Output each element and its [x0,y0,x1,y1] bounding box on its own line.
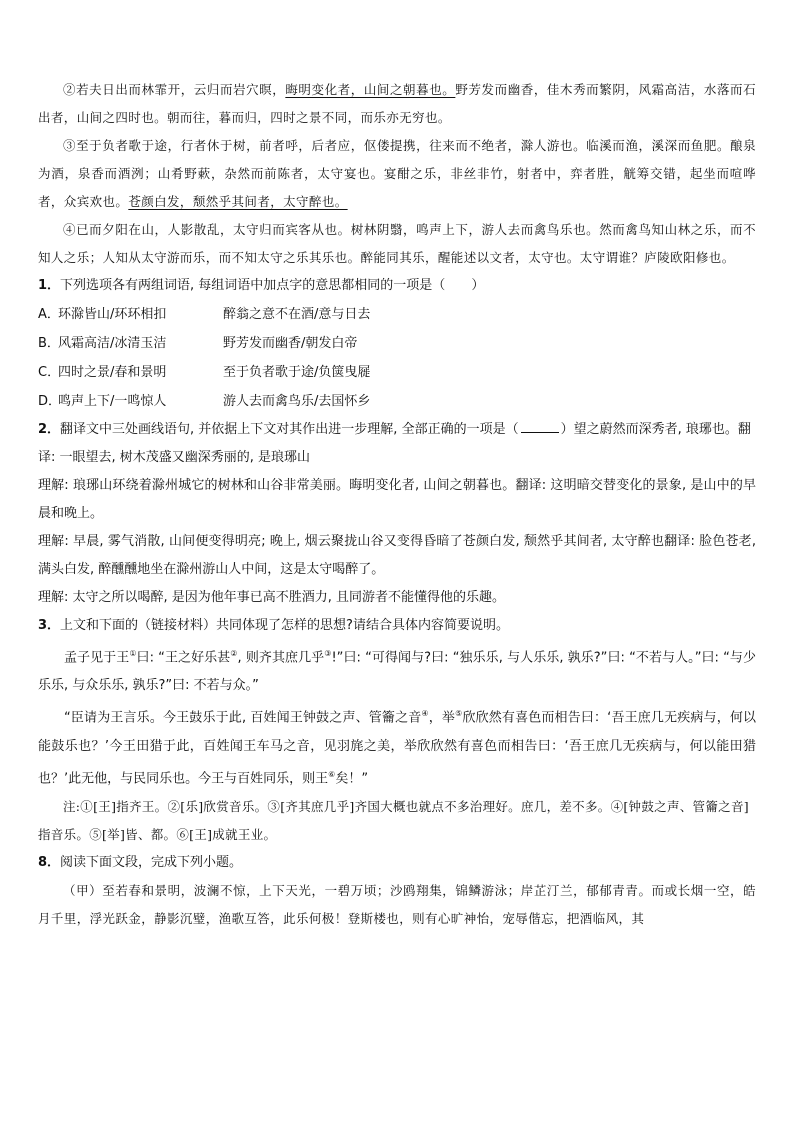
option-letter: D． [38,394,62,409]
material-text: 矣！” [335,770,369,786]
material-text: , 则齐其庶几乎 [237,650,325,666]
question-text: 上文和下面的（链接材料）共同体现了怎样的思想?请结合具体内容简要说明。 [60,618,509,633]
option-right: 至于负者歌于途/负箧曳屣 [223,365,371,380]
material-text: “臣请为王言乐。今王鼓乐于此, 百姓闻王钟鼓之声、管籥之音 [64,710,422,726]
underlined-sentence: 晦明变化者，山间之朝暮也。 [285,82,456,97]
question-1 [38,272,756,300]
material-text: ，举 [428,710,456,726]
question-number: 8． [38,854,61,870]
option-d [38,387,756,416]
material-paragraph-1 [38,640,756,700]
passage-text: 野芳发而幽香，佳木秀而繁阴，风霜高洁，水落而石出者，山间之四时也。朝而往，暮而归，四时之景不同，而乐亦无穷也。 [38,82,757,125]
option-letter: C． [38,365,61,380]
question-text: 阅读下面文段，完成下列小题。 [60,854,243,870]
option-left: 环滁皆山/环环相扣 [58,307,167,322]
option-right: 游人去而禽鸟乐/去国怀乡 [223,394,371,409]
passage-text: ③至于负者歌于途，行者休于树，前者呼，后者应，伛偻提携，往来而不绝者，滁人游也。临溪而渔，溪深而鱼肥。酿泉为酒，泉香而酒洌；山肴野蔌，杂然而前陈者，太守宴也。宴酣之乐，非丝非竹，射者中，弈者胜，觥筹交错，起坐而喧哗者，众宾欢也。 [38,138,756,209]
footnote-mark: ② [230,649,238,658]
question-2-line: 理解: 早晨, 雾气消散, 山间便变得明亮; 晚上, 烟云聚拢山谷又变得昏暗了苍颜白发, 颓然乎其间者, 太守醉也翻译: 脸色苍老, 满头白发, 醉醺醺地坐在滁州游山人中间，这是太守喝醉了。 [38,534,756,577]
option-c [38,358,756,387]
question-2 [38,416,756,472]
passage-paragraph-3 [38,132,756,216]
option-a [38,300,756,329]
option-letter: B． [38,336,60,351]
material-text: 孟子见于王 [64,650,130,666]
question-number: 3． [38,618,61,633]
option-left: 鸣声上下/一鸣惊人 [58,394,167,409]
question-text: 翻译文中三处画线语句, 并依据上下文对其作出进一步理解, 全部正确的一项是（ [60,422,519,437]
question-3 [38,612,756,640]
option-left: 风霜高洁/冰清玉洁 [58,336,167,351]
question-2-line: 理解: 琅琊山环绕着滁州城它的树林和山谷非常美丽。晦明变化者, 山间之朝暮也。翻译: 这明暗交替变化的景象, 是山中的早晨和晚上。 [38,478,756,521]
option-b [38,329,756,358]
underlined-sentence: 苍颜白发，颓然乎其间者，太守醉也。 [128,194,348,209]
option-letter: A． [38,307,60,322]
question-text: ）望之蔚然而深秀者, 琅琊也。翻译: 一眼望去, 树木茂盛又幽深秀丽的, 是琅琊山 [38,422,751,465]
question-8 [38,849,756,877]
answer-blank[interactable] [521,420,559,433]
footnote-mark: ④ [421,709,429,719]
footnote-mark: ⑤ [455,709,463,719]
question-text: 下列选项各有两组词语, 每组词语中加点字的意思都相同的一项是（ [60,278,446,293]
option-right: 野芳发而幽香/朝发白帝 [223,336,358,351]
material-text: 欣欣然有喜色而相告曰：‘吾王庶几无疾病与，何以能鼓乐也？’今王田猎于此，百姓闻王车马之音，见羽旄之美，举欣欣然有喜色而相告曰：‘吾王庶几无疾病与，何以能田猎也？’此无他，与民同乐也。今王与百姓同乐，则王 [38,710,757,786]
passage-paragraph-4: ④已而夕阳在山，人影散乱，太守归而宾客从也。树林阴翳，鸣声上下，游人去而禽鸟乐也。然而禽鸟知山林之乐，而不知人之乐；人知从太守游而乐，而不知太守之乐其乐也。醉能同其乐，醒能述以文者，太守也。太守谓谁？庐陵欧阳修也。 [38,222,756,265]
question-number: 1． [38,278,61,293]
passage-text: ②若夫日出而林霏开，云归而岩穴暝， [63,82,286,97]
material-paragraph-2 [38,700,756,793]
reading-passage-jia: （甲）至若春和景明，波澜不惊，上下天光，一碧万顷；沙鸥翔集，锦鳞游泳；岸芷汀兰，郁郁青青。而或长烟一空，皓月千里，浮光跃金，静影沉璧，渔歌互答，此乐何极！登斯楼也，则有心旷神怡，宠辱偕忘，把酒临风，其 [38,882,756,926]
question-2-line: 理解: 太守之所以喝醉, 是因为他年事已高不胜酒力, 且同游者不能懂得他的乐趣。 [38,590,506,605]
question-paren-close: ） [471,278,485,293]
footnote-mark: ③ [324,649,332,658]
footnote-mark: ⑥ [328,769,336,779]
passage-paragraph-2 [38,76,756,132]
footnote-mark: ① [129,649,137,658]
material-text: !”曰: “可得闻与?曰: “独乐乐, 与人乐乐, 孰乐?”曰: “不若与人。”曰: “与少乐乐, 与众乐乐, 孰乐?”曰: 不若与众。” [38,650,756,694]
question-number: 2． [38,422,61,437]
material-notes: 注:①[王]指齐王。②[乐]欣赏音乐。③[齐其庶几乎]齐国大概也就点不多治理好。庶几，差不多。④[钟鼓之声、管籥之音]指音乐。⑤[举]皆、都。⑥[王]成就王业。 [38,798,749,842]
option-right: 醉翁之意不在酒/意与日去 [223,307,371,322]
option-left: 四时之景/春和景明 [58,365,167,380]
material-text: 曰: “王之好乐甚 [136,650,231,666]
